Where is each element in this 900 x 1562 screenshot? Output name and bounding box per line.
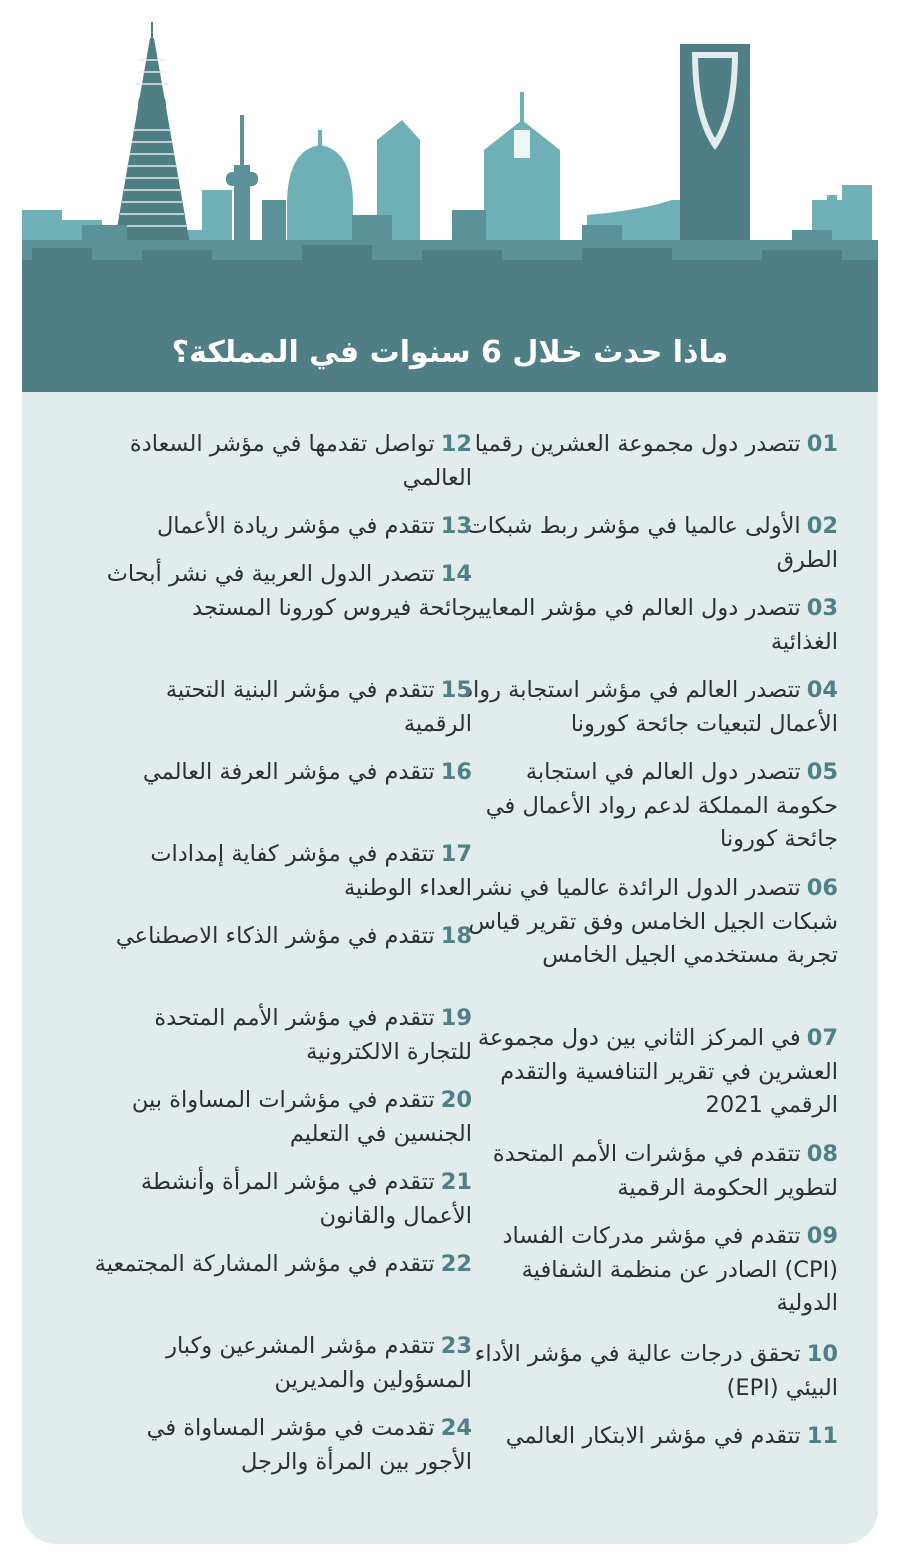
achievement-number: 17 — [440, 841, 472, 867]
achievement-text: تتقدم في مؤشر الذكاء الاصطناعي — [115, 923, 435, 949]
achievement-number: 10 — [806, 1341, 838, 1367]
achievement-text: تتقدم مؤشر المشرعين وكبار المسؤولين والمديرين — [166, 1333, 472, 1393]
achievements-panel — [22, 392, 878, 1544]
achievement-text: تتصدر العالم في مؤشر استجابة رواد الأعمال لتبعيات جائحة كورونا — [462, 677, 838, 737]
achievement-item — [92, 1002, 472, 1069]
achievement-item — [458, 1338, 838, 1405]
achievement-text: تواصل تقدمها في مؤشر السعادة العالمي — [129, 431, 472, 491]
achievement-text: تتقدم في مؤشر البنية التحتية الرقمية — [165, 677, 472, 737]
achievement-text: تتصدر دول العالم في مؤشر المعايير الغذائية — [466, 595, 838, 655]
achievement-text: تتقدم في مؤشر ريادة الأعمال — [156, 513, 435, 539]
achievement-number: 23 — [440, 1333, 472, 1359]
achievement-number: 01 — [806, 431, 838, 457]
achievement-number: 04 — [806, 677, 838, 703]
achievement-item — [458, 756, 838, 857]
achievement-number: 13 — [440, 513, 472, 539]
achievement-text: تحقق درجات عالية في مؤشر الأداء البيئي (EPI) — [474, 1341, 838, 1401]
achievement-text: تتقدم في مؤشرات الأمم المتحدة لتطوير الحكومة الرقمية — [492, 1141, 838, 1201]
riyadh-skyline-illustration — [22, 0, 878, 312]
page-title: ماذا حدث خلال 6 سنوات في المملكة؟ — [171, 334, 729, 370]
achievement-text: تتقدم في مؤشر الابتكار العالمي — [505, 1423, 801, 1449]
achievement-item — [458, 592, 838, 659]
achievement-item — [458, 872, 838, 973]
achievement-item — [458, 1138, 838, 1205]
achievement-number: 08 — [806, 1141, 838, 1167]
achievement-text: تتصدر دول مجموعة العشرين رقميا — [474, 431, 801, 457]
achievement-item — [458, 1420, 838, 1454]
achievement-number: 03 — [806, 595, 838, 621]
achievement-text: تقدمت في مؤشر المساواة في الأجور بين المرأة والرجل — [146, 1415, 472, 1475]
achievement-item — [458, 1220, 838, 1321]
achievement-item — [92, 1084, 472, 1151]
achievement-item — [458, 428, 838, 462]
achievement-text: تتصدر الدول العربية في نشر أبحاث جائحة فيروس كورونا المستجد — [106, 561, 472, 621]
achievement-item — [458, 674, 838, 741]
achievement-item — [92, 838, 472, 905]
achievement-text: تتقدم في مؤشر الأمم المتحدة للتجارة الالكترونية — [154, 1005, 472, 1065]
achievement-number: 05 — [806, 759, 838, 785]
achievement-number: 11 — [806, 1423, 838, 1449]
achievement-text: تتقدم في مؤشر المرأة وأنشطة الأعمال والقانون — [140, 1169, 472, 1229]
achievement-text: تتقدم في مؤشر المشاركة المجتمعية — [94, 1251, 435, 1277]
achievement-number: 24 — [440, 1415, 472, 1441]
achievement-text: تتقدم في مؤشر العرفة العالمي — [142, 759, 435, 785]
achievement-number: 06 — [806, 875, 838, 901]
achievement-number: 02 — [806, 513, 838, 539]
achievement-number: 16 — [440, 759, 472, 785]
achievement-item — [92, 1412, 472, 1479]
achievement-item — [92, 674, 472, 741]
achievement-text: تتقدم في مؤشرات المساواة بين الجنسين في التعليم — [131, 1087, 472, 1147]
achievement-text: تتصدر الدول الرائدة عالميا في نشر شبكات الجيل الخامس وفق تقرير قياس تجربة مستخدمي الجيل الخامس — [468, 875, 838, 968]
achievement-text: في المركز الثاني بين دول مجموعة العشرين في تقرير التنافسية والتقدم الرقمي 2021 — [477, 1025, 838, 1118]
achievement-text: الأولى عالميا في مؤشر ربط شبكات الطرق — [466, 513, 838, 573]
achievement-item — [458, 1022, 838, 1123]
achievement-number: 15 — [440, 677, 472, 703]
achievement-text: تتصدر دول العالم في استجابة حكومة المملكة لدعم رواد الأعمال في جائحة كورونا — [485, 759, 838, 852]
achievement-item — [92, 1248, 472, 1282]
achievement-item — [92, 428, 472, 495]
achievement-number: 12 — [440, 431, 472, 457]
achievement-number: 07 — [806, 1025, 838, 1051]
achievement-number: 19 — [440, 1005, 472, 1031]
achievement-item — [92, 1330, 472, 1397]
achievement-number: 21 — [440, 1169, 472, 1195]
achievement-number: 20 — [440, 1087, 472, 1113]
achievement-number: 18 — [440, 923, 472, 949]
achievement-item — [92, 510, 472, 544]
achievement-number: 22 — [440, 1251, 472, 1277]
achievement-item — [92, 920, 472, 954]
achievement-item — [458, 510, 838, 577]
achievement-item — [92, 558, 472, 625]
achievement-number: 14 — [440, 561, 472, 587]
achievement-item — [92, 1166, 472, 1233]
achievement-text: تتقدم في مؤشر كفاية إمدادات العداء الوطنية — [150, 841, 472, 901]
achievement-number: 09 — [806, 1223, 838, 1249]
achievement-text: تتقدم في مؤشر مدركات الفساد (CPI) الصادر عن منظمة الشفافية الدولية — [502, 1223, 838, 1316]
achievement-item — [92, 756, 472, 790]
title-banner — [22, 312, 878, 392]
